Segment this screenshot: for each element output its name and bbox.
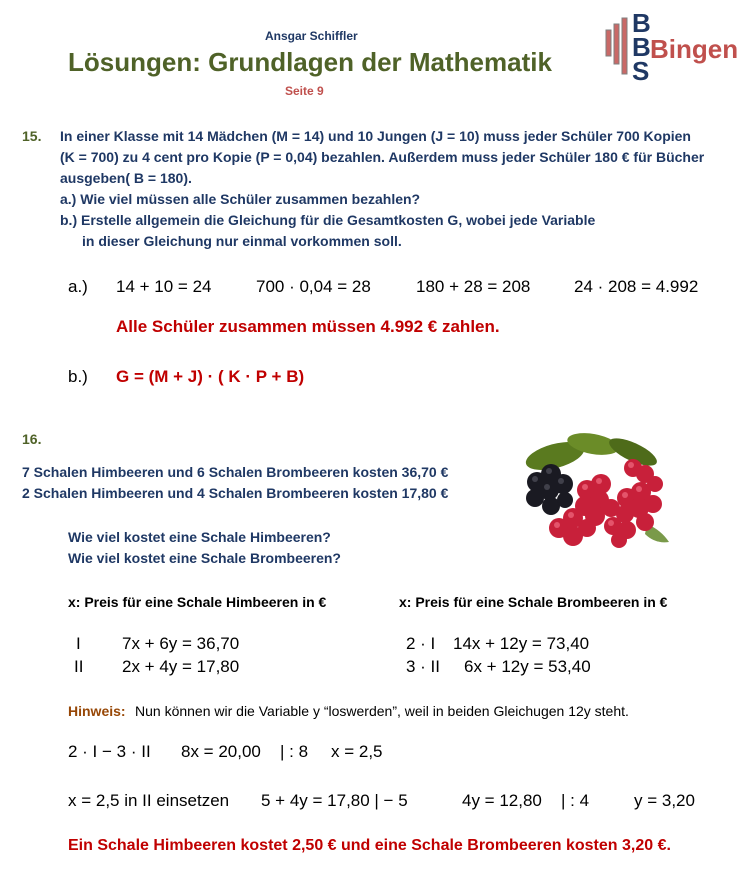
task-15-text-line: a.) Wie viel müssen alle Schüler zusammen bezahlen? xyxy=(60,191,421,207)
hint-label: Hinweis: xyxy=(68,703,126,719)
x-result: x = 2,5 xyxy=(331,742,383,761)
bbs-bingen-logo xyxy=(602,8,742,84)
variable-definition-y: x: Preis für eine Schale Brombeeren in € xyxy=(399,594,668,610)
task-15-text-line: ausgeben( B = 180). xyxy=(60,170,192,186)
substitution-step: x = 2,5 in II einsetzen xyxy=(68,791,230,810)
elimination-result: 8x = 20,00 xyxy=(181,742,261,761)
logo-letter-3: S xyxy=(632,56,650,84)
equation: 2x + 4y = 17,80 xyxy=(122,657,240,676)
logo-letter-1: B xyxy=(632,8,651,38)
equation-label: II xyxy=(74,657,84,676)
answer-b-label: b.) xyxy=(68,367,88,386)
task-16-given-line: 7 Schalen Himbeeren und 6 Schalen Brombeeren kosten 36,70 € xyxy=(22,464,449,480)
question-line: Wie viel kostet eine Schale Brombeeren? xyxy=(68,550,341,566)
hint-text: Nun können wir die Variable y “loswerden”, weil in beiden Gleichugen 12y steht. xyxy=(135,703,629,719)
calc-step: 14 + 10 = 24 xyxy=(116,277,212,296)
page-title: Lösungen: Grundlagen der Mathematik xyxy=(68,47,552,77)
question-line: Wie viel kostet eine Schale Himbeeren? xyxy=(68,529,331,545)
division-step: | : 4 xyxy=(561,791,590,810)
elimination-step: 2 · I − 3 · II xyxy=(68,742,151,761)
equation: 6x + 12y = 53,40 xyxy=(464,657,591,676)
equation: 7x + 6y = 36,70 xyxy=(122,634,240,653)
page-number: Seite 9 xyxy=(285,84,324,98)
final-answer: Ein Schale Himbeeren kostet 2,50 € und eine Schale Brombeeren kosten 3,20 €. xyxy=(68,837,671,854)
task-16-number: 16. xyxy=(22,431,42,447)
substitution-equation: 5 + 4y = 17,80 | − 5 xyxy=(261,791,408,810)
task-15-text-line: b.) Erstelle allgemein die Gleichung für die Gesamtkosten G, wobei jede Variable xyxy=(60,212,596,228)
division-step: | : 8 xyxy=(280,742,309,761)
task-16-given-line: 2 Schalen Himbeeren und 4 Schalen Brombeeren kosten 17,80 € xyxy=(22,485,449,501)
answer-a-label: a.) xyxy=(68,277,88,296)
equation-label: 2 · I xyxy=(406,634,436,653)
author-name: Ansgar Schiffler xyxy=(265,29,358,43)
answer-b-formula: G = (M + J) · ( K · P + B) xyxy=(116,367,305,386)
calc-step: 24 · 208 = 4.992 xyxy=(574,277,699,296)
task-15-text-line: in dieser Gleichung nur einmal vorkommen soll. xyxy=(82,233,402,249)
equation: 14x + 12y = 73,40 xyxy=(453,634,590,653)
equation-label: I xyxy=(76,634,81,653)
logo-word: Bingen xyxy=(650,34,739,64)
task-15-text-line: (K = 700) zu 4 cent pro Kopie (P = 0,04) bezahlen. Außerdem muss jeder Schüler 180 € für Bücher xyxy=(60,149,705,165)
y-result: y = 3,20 xyxy=(634,791,695,810)
logo-letter-2: B xyxy=(632,32,651,62)
task-15-text-line: In einer Klasse mit 14 Mädchen (M = 14) und 10 Jungen (J = 10) muss jeder Schüler 700 Kopien xyxy=(60,128,691,144)
task-15-number: 15. xyxy=(22,128,42,144)
berries-image xyxy=(515,428,685,556)
answer-a-result: Alle Schüler zusammen müssen 4.992 € zahlen. xyxy=(116,317,500,336)
equation-label: 3 · II xyxy=(406,657,441,676)
calc-step: 700 · 0,04 = 28 xyxy=(256,277,371,296)
substitution-result: 4y = 12,80 xyxy=(462,791,542,810)
calc-step: 180 + 28 = 208 xyxy=(416,277,531,296)
variable-definition-x: x: Preis für eine Schale Himbeeren in € xyxy=(68,594,327,610)
